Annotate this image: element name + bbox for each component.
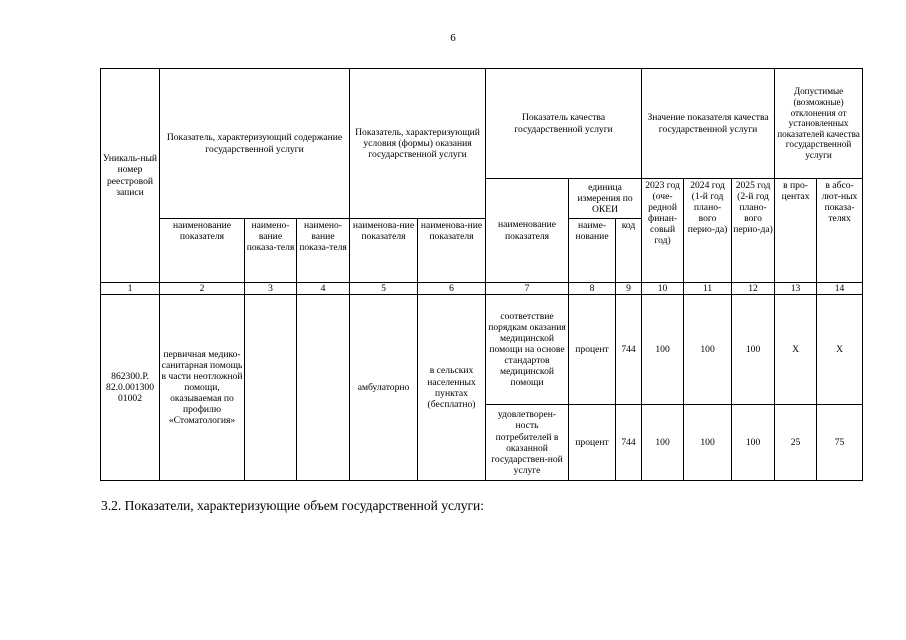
column-number: 6 — [418, 283, 486, 295]
registry-number-line: 82.0.001300 — [106, 382, 154, 394]
quality-indicator-cell: соответствие порядкам оказания медицинской помощи на основе стандартов медицинской помощи — [486, 295, 569, 405]
header-unit-name: наиме-нование — [569, 219, 616, 283]
value-2024-cell: 100 — [684, 295, 732, 405]
column-number: 2 — [160, 283, 245, 295]
header-in-percent: в про-центах — [775, 179, 817, 283]
registry-number-line: 01002 — [118, 393, 142, 405]
value-2023-cell: 100 — [642, 295, 684, 405]
deviation-absolute-cell: Х — [817, 295, 863, 405]
unit-name-cell: процент — [569, 405, 616, 481]
value-2023-cell: 100 — [642, 405, 684, 481]
unit-name-cell: процент — [569, 295, 616, 405]
header-content-name-3: наимено-вание показа-теля — [297, 219, 350, 283]
column-number: 7 — [486, 283, 569, 295]
quality-indicator-cell: удовлетворен-ность потребителей в оказанной государствен-ной услуге — [486, 405, 569, 481]
header-conditions-name-2: наименова-ние показателя — [418, 219, 486, 283]
header-conditions-indicator: Показатель, характеризующий условия (формы) оказания государственной услуги — [350, 69, 486, 219]
deviation-percent-cell: 25 — [775, 405, 817, 481]
header-content-name-2: наимено-вание показа-теля — [245, 219, 297, 283]
content-empty-cell — [297, 295, 350, 481]
unit-code-cell: 744 — [616, 295, 642, 405]
header-unit-okei: единица измерения по ОКЕИ — [569, 179, 642, 219]
column-number: 5 — [350, 283, 418, 295]
header-content-indicator: Показатель, характеризующий содержание государственной услуги — [160, 69, 350, 219]
column-number: 8 — [569, 283, 616, 295]
quality-indicators-table — [100, 68, 863, 481]
header-quality-indicator: Показатель качества государственной услуги — [486, 69, 642, 179]
table-row — [101, 295, 863, 405]
column-number: 11 — [684, 283, 732, 295]
column-number: 1 — [101, 283, 160, 295]
column-number: 14 — [817, 283, 863, 295]
conditions-form-cell: амбулаторно — [350, 295, 418, 481]
value-2025-cell: 100 — [732, 295, 775, 405]
header-year-2025: 2025 год (2-й год плано-вого перио-да) — [732, 179, 775, 283]
column-number: 4 — [297, 283, 350, 295]
column-number: 3 — [245, 283, 297, 295]
header-registry-number: Уникаль-ный номер реестровой записи — [101, 69, 160, 283]
header-in-absolute: в абсо-лют-ных показа-телях — [817, 179, 863, 283]
column-number: 12 — [732, 283, 775, 295]
unit-code-cell: 744 — [616, 405, 642, 481]
value-2024-cell: 100 — [684, 405, 732, 481]
column-number: 13 — [775, 283, 817, 295]
content-empty-cell — [245, 295, 297, 481]
header-content-name-1: наименование показателя — [160, 219, 245, 283]
column-number: 10 — [642, 283, 684, 295]
value-2025-cell: 100 — [732, 405, 775, 481]
conditions-place-cell: в сельских населенных пунктах (бесплатно) — [418, 295, 486, 481]
deviation-absolute-cell: 75 — [817, 405, 863, 481]
column-number: 9 — [616, 283, 642, 295]
registry-number-cell — [101, 295, 160, 481]
section-heading: 3.2. Показатели, характеризующие объем государственной услуги: — [101, 498, 484, 513]
header-unit-code: код — [616, 219, 642, 283]
page-number: 6 — [450, 32, 456, 44]
content-value-cell: первичная медико-санитарная помощь в части неотложной помощи, оказываемая по профилю «Стоматология» — [160, 295, 245, 481]
header-quality-name: наименование показателя — [486, 179, 569, 283]
registry-number-line: 862300.Р. — [111, 370, 149, 382]
deviation-percent-cell: Х — [775, 295, 817, 405]
header-conditions-name-1: наименова-ние показателя — [350, 219, 418, 283]
header-allowed-deviation: Допустимые (возможные) отклонения от установленных показателей качества государственной услуги — [775, 69, 863, 179]
header-year-2023: 2023 год (оче-редной финан-совый год) — [642, 179, 684, 283]
header-year-2024: 2024 год (1-й год плано-вого перио-да) — [684, 179, 732, 283]
column-number-row — [101, 283, 863, 295]
header-quality-value: Значение показателя качества государственной услуги — [642, 69, 775, 179]
